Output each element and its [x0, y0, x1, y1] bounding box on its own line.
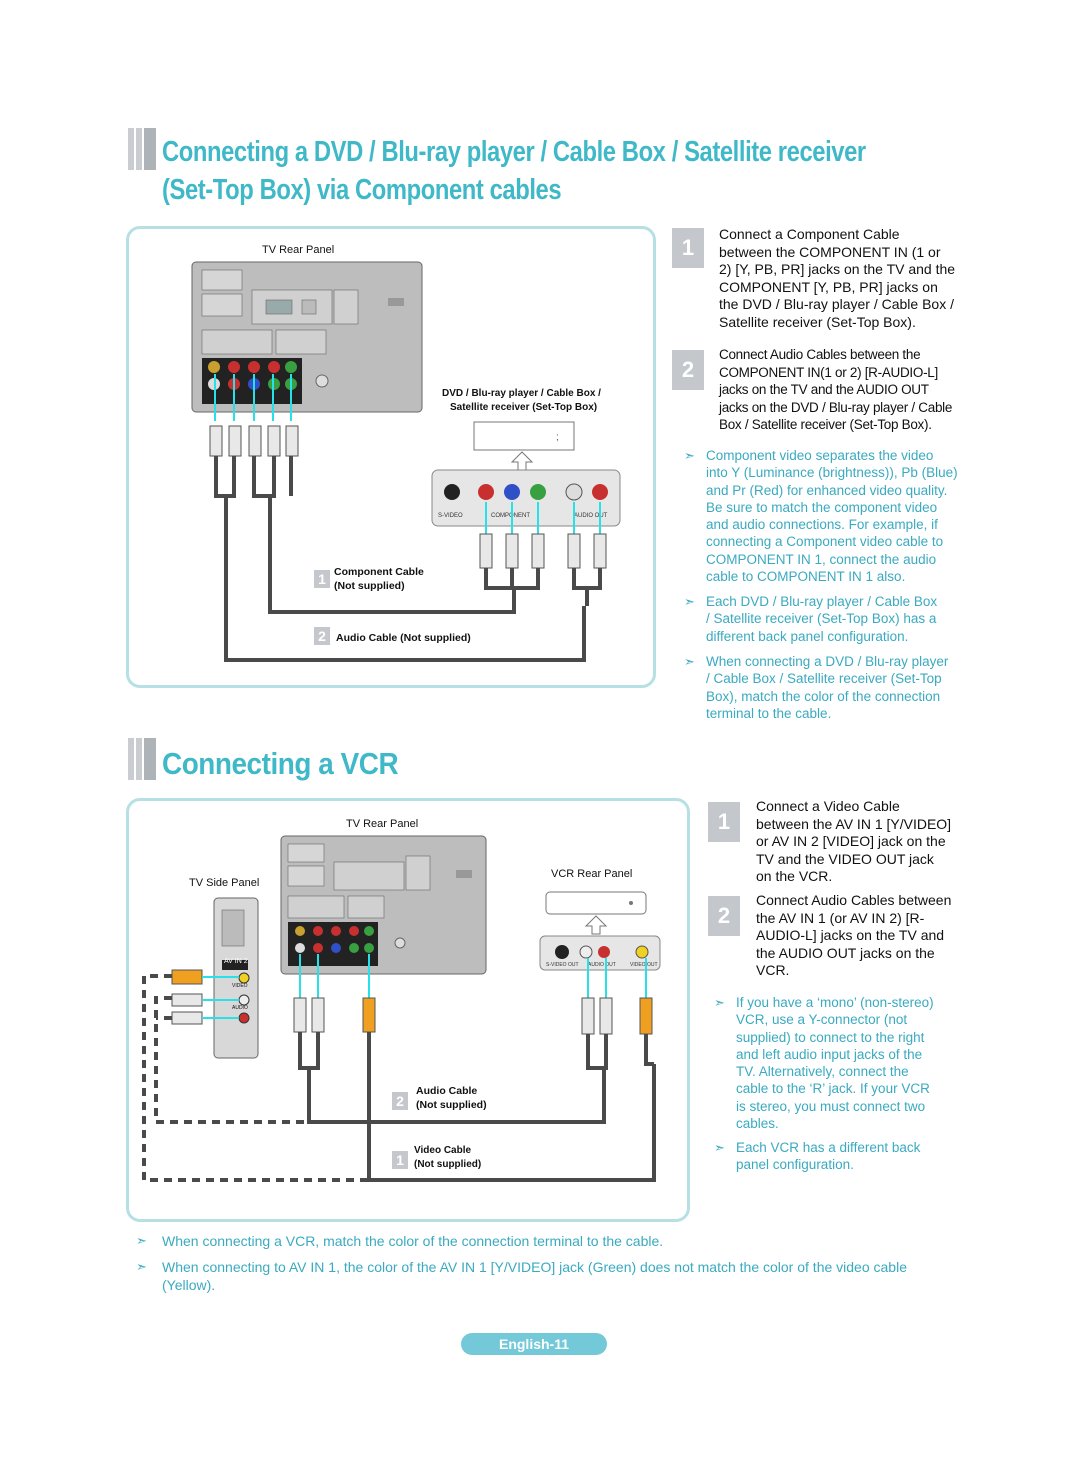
note-component-video: ➣ Component video separates the video into Y (Luminance (brightness)), Pb (Blue) and Pr (Red) for enhanced video quality. Be sure to match the component video and audio connections. For example, if connecting a Component video cable to COMPONENT IN 1, connect the audio cable to COMPONENT IN 1 also. — [684, 448, 958, 585]
section1-title-line1: Connecting a DVD / Blu-ray player / Cable Box / Satellite receiver — [162, 136, 866, 168]
device-label-line2: Satellite receiver (Set-Top Box) — [450, 402, 598, 413]
component-cable-label: Component Cable — [334, 566, 424, 578]
svg-text:;: ; — [556, 432, 559, 443]
port-label: COMPONENT — [491, 513, 530, 519]
note-match-color: ➣ When connecting a DVD / Blu-ray player / Cable Box / Satellite receiver (Set-Top Box), match the color of the connection terminal to the cable. — [684, 654, 949, 721]
video-cable-label: Video Cable — [414, 1145, 472, 1156]
cable-number-badge: 2 — [392, 1092, 408, 1110]
step-number: 2 — [672, 350, 704, 390]
step-number: 1 — [708, 802, 740, 842]
audio-cable-label: Audio Cable — [416, 1085, 478, 1097]
port-label: AUDIO OUT — [574, 513, 608, 519]
cable-number-badge: 1 — [314, 570, 330, 588]
note-back-panel: ➣ Each DVD / Blu-ray player / Cable Box / Satellite receiver (Set-Top Box) has a different back panel configuration. — [684, 594, 938, 644]
section-heading-bars — [128, 738, 156, 780]
step-1-text: Connect a Component Cable between the COMPONENT IN (1 or 2) [Y, PB, PR] jacks on the TV and the COMPONENT [Y, PB, PR] jacks on the DVD / Blu-ray player / Cable Box / Satellite receiver (Set-Top Box). — [719, 226, 956, 330]
audio-cable-note: (Not supplied) — [416, 1099, 487, 1111]
device-label-line1: DVD / Blu-ray player / Cable Box / — [442, 388, 601, 399]
vcr-port-label: S-VIDEO OUT — [546, 962, 579, 968]
vcr-step-1-text: Connect a Video Cable between the AV IN 1 [Y/VIDEO] or AV IN 2 [VIDEO] jack on the TV and the VIDEO OUT jack on the VCR. — [756, 798, 952, 884]
bottom-note-color-match: ➣ When connecting a VCR, match the color of the connection terminal to the cable. — [136, 1233, 664, 1249]
vcr-rear-panel-label: VCR Rear Panel — [551, 868, 633, 880]
cable-number-badge: 2 — [314, 627, 330, 645]
tv-rear-panel-label: TV Rear Panel — [346, 818, 419, 830]
section-heading-bars — [128, 128, 156, 170]
note-mono-vcr: ➣ If you have a ‘mono’ (non-stereo) VCR, use a Y-connector (not supplied) to connect to the right and left audio input jacks of the TV. Alternatively, connect the cable to the ‘R’ jack. If your VCR is stereo, you must connect two cables. — [714, 995, 934, 1132]
component-connection-diagram — [126, 226, 656, 688]
vcr-connection-diagram — [126, 798, 690, 1222]
step-number: 1 — [672, 228, 704, 268]
av-in-label: AV IN 2 — [224, 958, 248, 965]
page-number-badge: English-11 — [461, 1333, 607, 1355]
video-cable-note: (Not supplied) — [414, 1159, 482, 1170]
side-video-label: VIDEO — [232, 983, 248, 989]
side-audio-label: AUDIO — [232, 1005, 248, 1011]
cable-number-badge: 1 — [392, 1151, 408, 1169]
note-vcr-back-panel: ➣ Each VCR has a different back panel configuration. — [714, 1140, 921, 1173]
section1-title-line2: (Set-Top Box) via Component cables — [162, 174, 562, 206]
vcr-port-label: VIDEO OUT — [630, 962, 658, 968]
tv-side-panel-label: TV Side Panel — [189, 877, 260, 889]
step-2-text: Connect Audio Cables between the COMPONENT IN(1 or 2) [R-AUDIO-L] jacks on the TV and the AUDIO OUT jacks on the DVD / Blu-ray player / Cable Box / Satellite receiver (Set-Top Box). — [719, 347, 953, 432]
component-cable-note: (Not supplied) — [334, 580, 405, 592]
port-label: S-VIDEO — [438, 513, 463, 519]
step-number: 2 — [708, 896, 740, 936]
vcr-port-label: AUDIO OUT — [588, 962, 616, 968]
bottom-note-av-in-1: ➣ When connecting to AV IN 1, the color of the AV IN 1 [Y/VIDEO] jack (Green) does not match the color of the video cable (Yellow). — [136, 1259, 907, 1293]
audio-cable-label: Audio Cable (Not supplied) — [336, 632, 471, 644]
section2-title: Connecting a VCR — [162, 746, 399, 781]
vcr-step-2-text: Connect Audio Cables between the AV IN 1 (or AV IN 2) [R- AUDIO-L] jacks on the TV and the AUDIO OUT jacks on the VCR. — [756, 892, 952, 978]
tv-rear-panel-label: TV Rear Panel — [262, 244, 335, 256]
